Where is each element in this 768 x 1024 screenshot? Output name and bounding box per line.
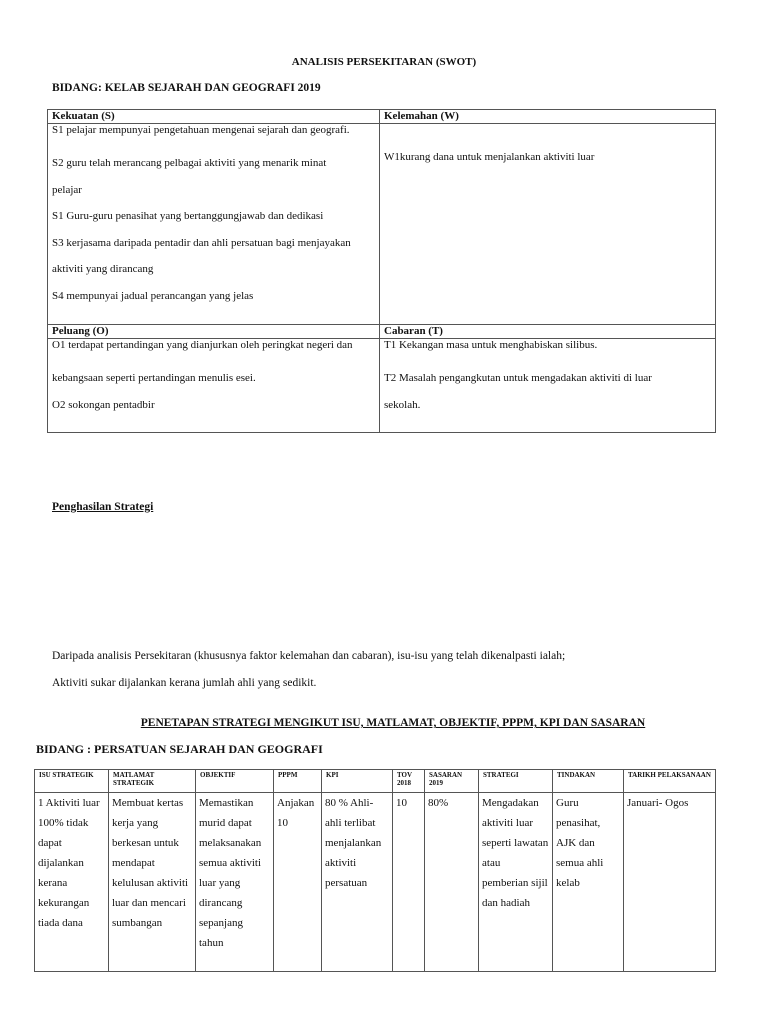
col-header-strategi: STRATEGI: [479, 770, 553, 793]
col-header-kpi: KPI: [322, 770, 393, 793]
threat-item: sekolah.: [384, 398, 421, 411]
penetapan-heading: PENETAPAN STRATEGI MENGIKUT ISU, MATLAMAT, OBJEKTIF, PPPM, KPI DAN SASARAN: [140, 717, 646, 729]
threat-item: T1 Kekangan masa untuk menghabiskan silibus.: [384, 339, 598, 351]
strength-item: S3 kerjasama daripada pentadir dan ahli persatuan bagi menjayakan: [52, 236, 351, 249]
bidang-heading-2: BIDANG : PERSATUAN SEJARAH DAN GEOGRAFI: [36, 742, 323, 756]
opportunities-cell: [48, 339, 380, 433]
table-row: [35, 793, 716, 972]
opportunities-header: Peluang (O): [48, 325, 380, 339]
col-header-tindakan: TINDAKAN: [553, 770, 624, 793]
cell-matlamat: Membuat kertas kerja yang berkesan untuk mendapat kelulusan aktiviti luar dan mencari sumbangan: [109, 793, 196, 972]
opportunity-item: O2 sokongan pentadbir: [52, 398, 155, 411]
col-header-isu: ISU STRATEGIK: [35, 770, 109, 793]
strategy-heading: Penghasilan Strategi: [52, 501, 154, 513]
document-title: ANALISIS PERSEKITARAN (SWOT): [291, 56, 477, 68]
strength-item: S4 mempunyai jadual perancangan yang jelas: [52, 289, 254, 302]
opportunity-item: kebangsaan seperti pertandingan menulis esei.: [52, 372, 256, 384]
threats-header: Cabaran (T): [380, 325, 716, 339]
cell-tindakan: Guru penasihat, AJK dan semua ahli kelab: [553, 793, 624, 972]
strengths-header: Kekuatan (S): [48, 110, 380, 124]
cell-objektif: Memastikan murid dapat melaksanakan semua aktiviti luar yang dirancang sepanjang tahun: [196, 793, 274, 972]
cell-kpi: 80 % Ahli-ahli terlibat menjalankan aktiviti persatuan: [322, 793, 393, 972]
col-header-pppm: PPPM: [274, 770, 322, 793]
col-header-tarikh: TARIKH PELAKSANAAN: [624, 770, 716, 793]
strength-item: S2 guru telah merancang pelbagai aktiviti yang menarik minat: [52, 157, 327, 169]
col-header-sasaran: SASARAN 2019: [425, 770, 479, 793]
weaknesses-header: Kelemahan (W): [380, 110, 716, 124]
col-header-objektif: OBJEKTIF: [196, 770, 274, 793]
threat-item: T2 Masalah pengangkutan untuk mengadakan aktiviti di luar: [384, 372, 652, 384]
strength-item: aktiviti yang dirancang: [52, 263, 154, 276]
bidang-heading: BIDANG: KELAB SEJARAH DAN GEOGRAFI 2019: [52, 82, 321, 94]
weaknesses-cell: [380, 124, 716, 325]
cell-isu: 1 Aktiviti luar 100% tidak dapat dijalankan kerana kekurangan tiada dana: [35, 793, 109, 972]
threats-cell: [380, 339, 716, 433]
analysis-paragraph: Daripada analisis Persekitaran (khususnya faktor kelemahan dan cabaran), isu-isu yang telah dikenalpasti ialah;: [52, 650, 566, 662]
weakness-item: W1kurang dana untuk menjalankan aktiviti luar: [384, 151, 595, 163]
strength-item: pelajar: [52, 183, 82, 196]
cell-pppm: Anjakan 10: [274, 793, 322, 972]
cell-tarikh: Januari- Ogos: [624, 793, 716, 972]
cell-strategi: Mengadakan aktiviti luar seperti lawatan atau pemberian sijil dan hadiah: [479, 793, 553, 972]
opportunity-item: O1 terdapat pertandingan yang dianjurkan oleh peringkat negeri dan: [52, 339, 353, 351]
strength-item: S1 pelajar mempunyai pengetahuan mengenai sejarah dan geografi.: [52, 124, 350, 136]
cell-sasaran: 80%: [425, 793, 479, 972]
col-header-matlamat: MATLAMAT STRATEGIK: [109, 770, 196, 793]
issue-paragraph: Aktiviti sukar dijalankan kerana jumlah ahli yang sedikit.: [52, 677, 317, 689]
strengths-cell: [48, 124, 380, 325]
strategy-plan-table: [34, 769, 716, 972]
swot-table: [47, 109, 716, 433]
col-header-tov: TOV 2018: [393, 770, 425, 793]
cell-tov: 10: [393, 793, 425, 972]
strength-item: S1 Guru-guru penasihat yang bertanggungjawab dan dedikasi: [52, 210, 324, 223]
